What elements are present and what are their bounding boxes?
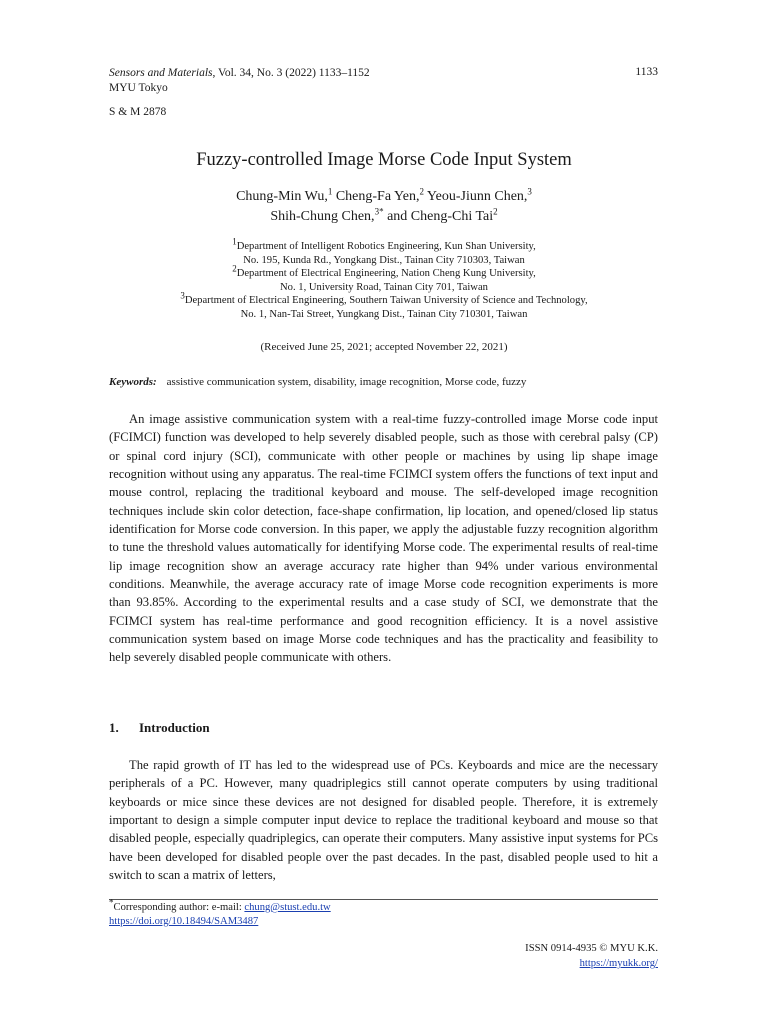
affiliation-line [0,308,768,322]
journal-header [109,66,370,96]
issn-text: ISSN 0914-4935 © MYU K.K. [525,943,658,954]
affiliation-text: Department of Electrical Engineering, Southern Taiwan University of Science and Technology, [184,295,588,306]
author-list [0,187,768,227]
affiliation-sup: 2 [232,263,237,274]
section-heading [109,720,210,736]
author-sup: 1 [327,186,333,197]
affiliations [0,236,768,321]
keywords-label: Keywords: [109,376,157,388]
author-sup: 3 [527,186,532,197]
affiliation-line [0,281,768,295]
footnotes [109,897,331,929]
section-number: 1. [109,720,119,735]
affiliation-text: No. 1, Nan-Tai Street, Yungkang Dist., Tainan City 710301, Taiwan [240,308,528,320]
journal-name: Sensors and Materials [109,67,213,79]
affiliation-line [0,254,768,268]
page-number: 1133 [635,66,658,78]
author-sup: 3* [374,206,384,217]
publisher: MYU Tokyo [109,82,168,94]
corresponding-author-note [109,897,331,915]
affiliation-sup: 3 [180,290,185,301]
author-sup: 2 [419,186,424,197]
abstract: An image assistive communication system with a real-time fuzzy-controlled image Morse code input (FCIMCI) function was developed to help severely disabled people, such as those with cerebral palsy (CP) or spinal cord injury (SCI), communicate with other people or machines by using lip shape image recognition without using any apparatus. The real-time FCIMCI system offers the functions of text input and mouse control, replacing the traditional keyboard and mouse. The self-developed image recognition techniques include skin color detection, face-shape confirmation, lip location, and opened/closed lip status identification for Morse code conversion. In this paper, we apply the adjustable fuzzy recognition algorithm to tune the threshold values automatically for identifying Morse code. The experimental results of real-time lip image recognition show an average accuracy rate higher than 94% under various environmental conditions. Meanwhile, the average accuracy rate of image Morse code recognition experiments is more than 93.85%. According to the experimental results and a case study of SCI, we demonstrate that the FCIMCI system has real-time performance and good recognition efficiency. It is a novel assistive communication system based on image Morse code techniques and has the practicality and feasibility to help severely disabled people communicate with others. [109,412,658,665]
affiliation-line [0,263,768,281]
affiliation-line [0,236,768,254]
author-sup: 2 [493,206,498,217]
keywords-text: assistive communication system, disability, image recognition, Morse code, fuzzy [166,376,527,388]
author-name: Cheng-Fa Yen, [332,189,420,204]
article-id: S & M 2878 [109,106,167,118]
doi-link[interactable]: https://doi.org/10.18494/SAM3487 [109,916,259,927]
author-line-2 [0,207,768,227]
paper-title: Fuzzy-controlled Image Morse Code Input System [196,150,572,170]
section-title: Introduction [139,720,210,735]
received-dates: (Received June 25, 2021; accepted November 22, 2021) [260,341,508,353]
author-name: Chung-Min Wu, [236,189,328,204]
journal-volume-info: , Vol. 34, No. 3 (2022) 1133–1152 [212,67,370,79]
author-line-1 [0,187,768,207]
affiliation-text: No. 195, Kunda Rd., Yongkang Dist., Tainan City 710303, Taiwan [243,254,525,266]
author-name: and Cheng-Chi Tai [383,209,494,224]
author-name: Yeou-Jiunn Chen, [423,189,528,204]
affiliation-text: Department of Intelligent Robotics Engineering, Kun Shan University, [236,241,536,252]
affiliation-text: No. 1, University Road, Tainan City 701, Taiwan [280,281,488,293]
keywords [109,376,526,388]
affiliation-text: Department of Electrical Engineering, Nation Cheng Kung University, [236,268,536,279]
page-footer [525,941,658,971]
corresponding-label: Corresponding author: e-mail: [113,902,245,913]
author-name: Shih-Chung Chen, [270,209,375,224]
affiliation-sup: 1 [232,236,237,247]
footnote-star: * [109,897,114,908]
affiliation-line [0,290,768,308]
intro-paragraph: The rapid growth of IT has led to the widespread use of PCs. Keyboards and mice are the necessary peripherals of a PC. However, many quadriplegics still cannot operate computers by using traditional keyboards or mice since these devices are not designed for disabled people. Therefore, it is extremely important to design a simple computer input device to replace the traditional keyboard and mouse so that disabled people, especially quadriplegics, can operate their computers. Many assistive input systems for PCs have been developed for disabled people over the past decades. In the past, disabled people used to hit a switch to scan a matrix of letters, [109,758,658,883]
email-link[interactable]: chung@stust.edu.tw [244,902,331,913]
publisher-url-link[interactable]: https://myukk.org/ [579,958,658,969]
footnote-divider [109,899,658,900]
